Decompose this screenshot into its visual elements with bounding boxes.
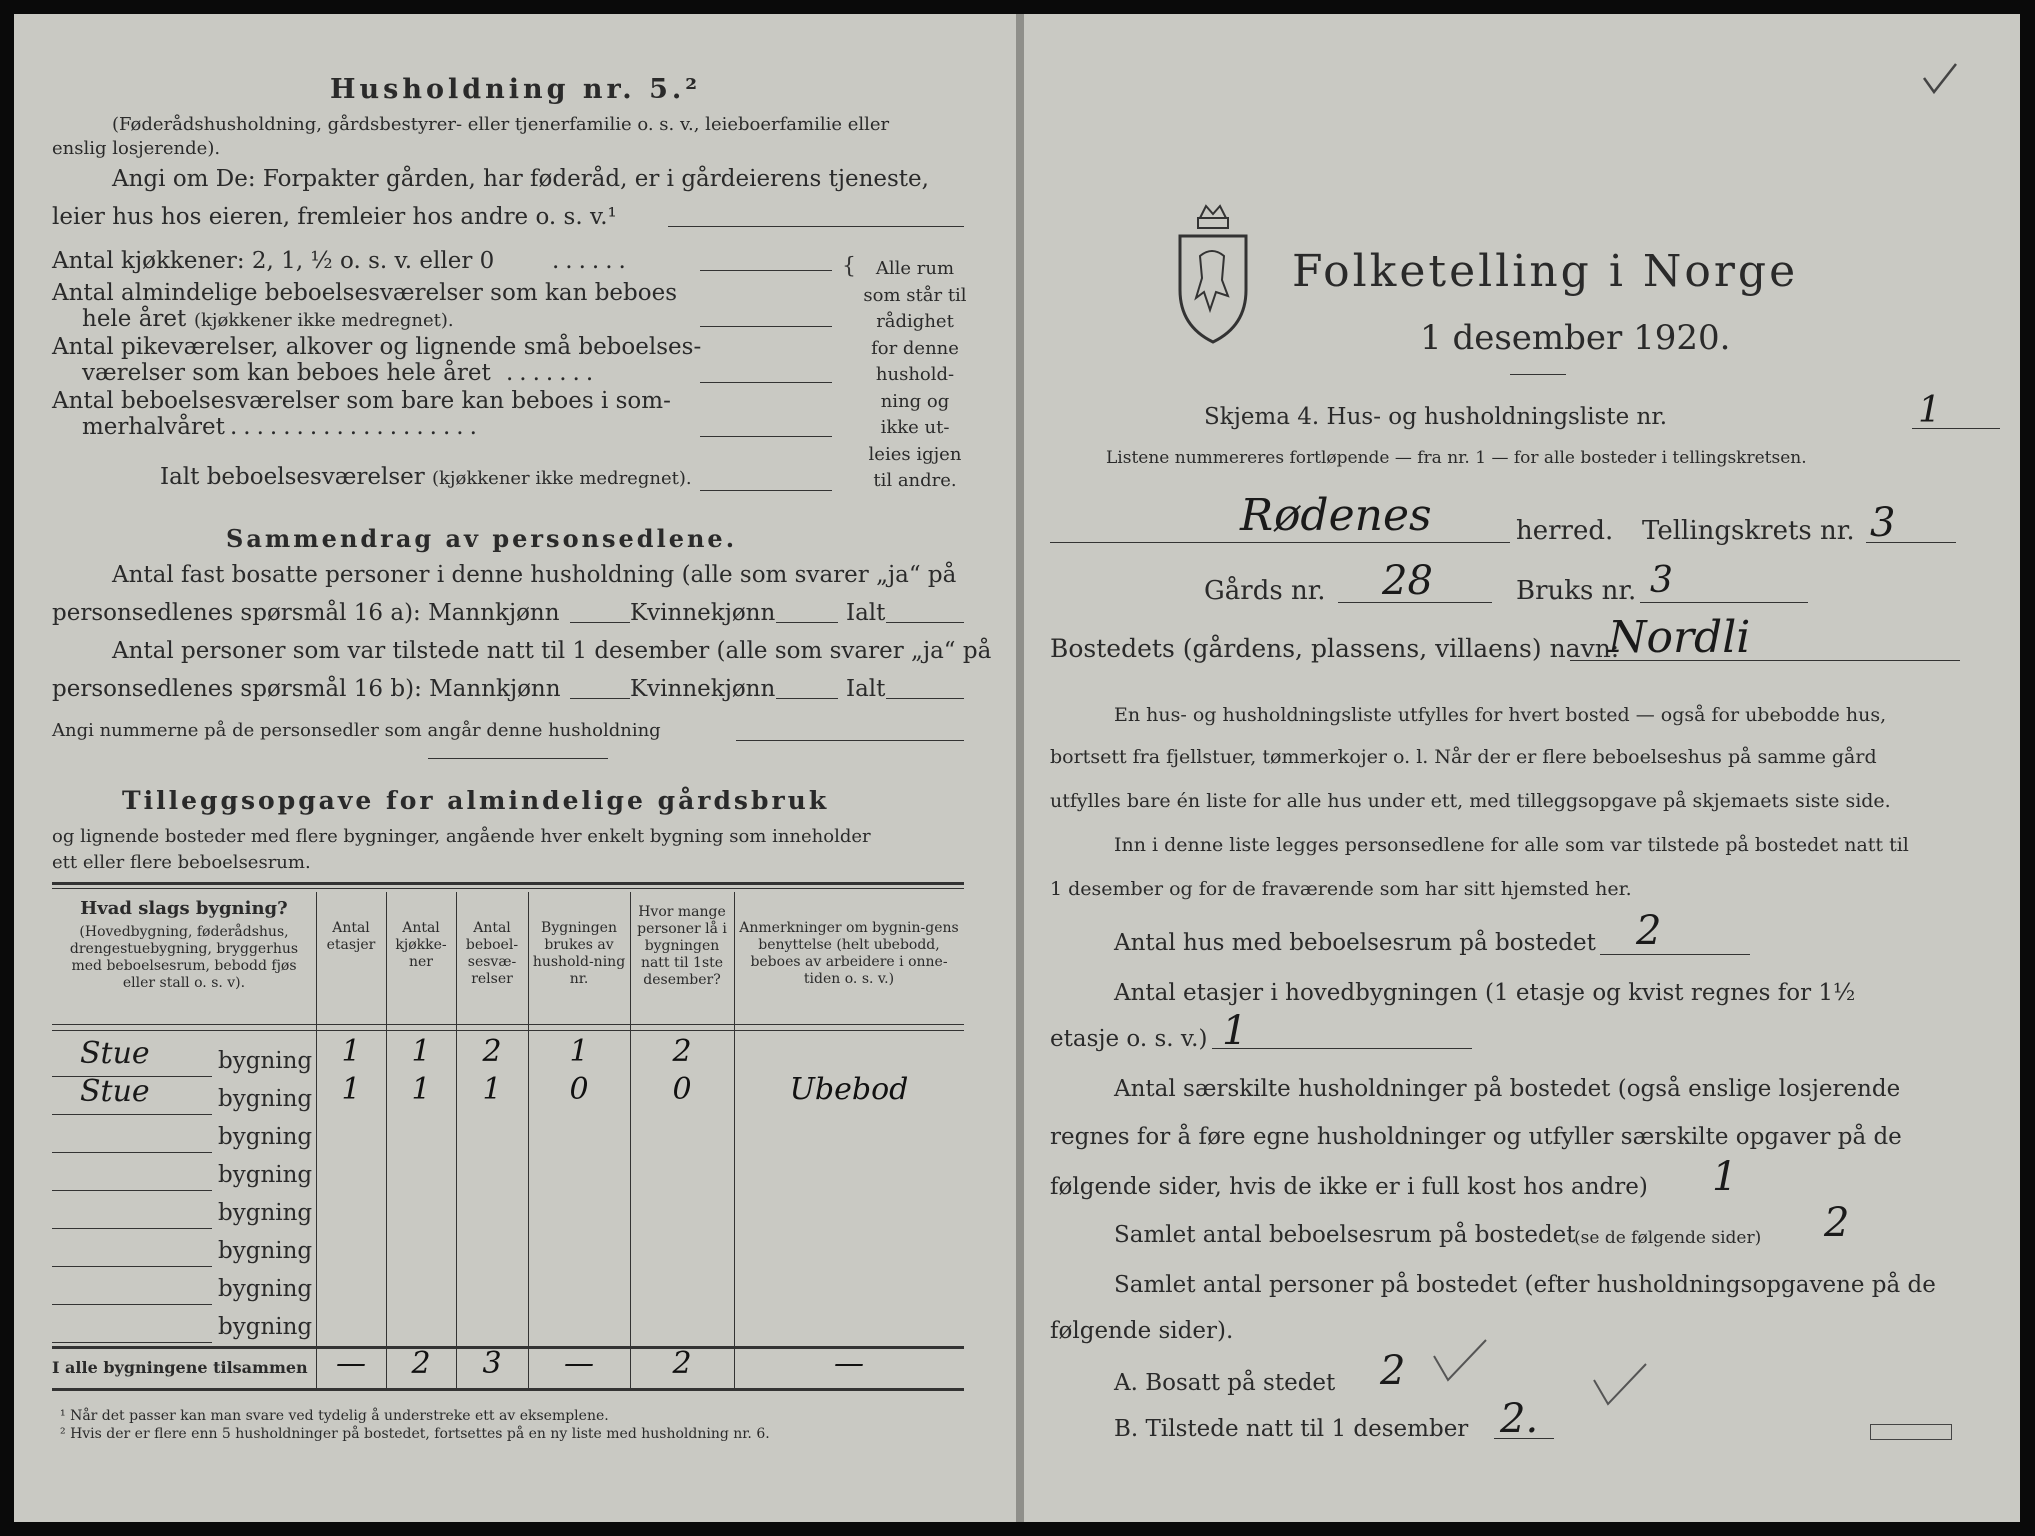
q-rooms-value: 2 (1824, 1200, 1850, 1246)
total-row-label: I alle bygningene tilsammen (52, 1358, 308, 1377)
row-label: bygning (218, 1238, 313, 1264)
q-houses-line (1600, 954, 1750, 955)
instruction-3: utfylles bare én liste for alle hus under ett, med tilleggsopgave på skjemaets siste side. (1050, 790, 1891, 812)
household-subtitle-2: enslig losjerende). (52, 138, 221, 159)
ask-line-1: Angi om De: Forpakter gården, har føderåd, er i gårdeierens tjeneste, (112, 166, 929, 192)
row-cell: 0 (672, 1072, 692, 1107)
total-rooms-answer-line (700, 490, 832, 491)
supplement-2: ett eller flere beboelsesrum. (52, 852, 311, 873)
row-cell: 1 (569, 1034, 589, 1069)
footnote-1: ¹ Når det passer kan man svare ved tydelig å understreke ett av eksemplene. (60, 1408, 609, 1424)
q-persons-a: Samlet antal personer på bostedet (efter husholdningsopgavene på de (1114, 1272, 1936, 1298)
summary-2-female-label: Kvinnekjønn (630, 676, 776, 702)
row-cell: 1 (341, 1034, 361, 1069)
schema-number-line (1912, 428, 2000, 429)
q-rooms-note: (se de følgende sider) (1574, 1228, 1762, 1248)
row-name-line (52, 1266, 212, 1267)
row-name-line (52, 1152, 212, 1153)
herred-line (1050, 542, 1510, 543)
summary-2-total-label: Ialt (846, 676, 886, 702)
summary-1b: personsedlenes spørsmål 16 a): Mannkjønn (52, 600, 560, 626)
table-top-rule (52, 882, 964, 885)
col-header: Antal beboel-sesvæ-relser (465, 920, 519, 987)
row-cell: 0 (569, 1072, 589, 1107)
row-cell: 1 (482, 1072, 502, 1107)
herred-value: Rødenes (1240, 490, 1432, 541)
summary-2-male-line (570, 698, 630, 699)
row-label: bygning (218, 1314, 313, 1340)
total-cell: 2 (672, 1346, 692, 1381)
col-header: Antal kjøkke-ner (395, 920, 447, 970)
book-spine (1016, 14, 1024, 1522)
q-present-line (1494, 1438, 1554, 1439)
summary-2-total-line (886, 698, 964, 699)
q-houses-value: 2 (1636, 908, 1662, 954)
rooms-3a: Antal beboelsesværelser som bare kan beboes i som- (52, 388, 671, 414)
census-title: Folketelling i Norge (1292, 246, 1799, 297)
q-floors-a: Antal etasjer i hovedbygningen (1 etasje og kvist regnes for 1½ (1114, 980, 1856, 1006)
norway-coat-of-arms-icon (1170, 200, 1256, 350)
row-cell: 2 (672, 1034, 692, 1069)
col0-subtitle: (Hovedbygning, føderådshus, drengestuebygning, bryggerhus med beboelsesrum, bebodd fjøs eller stall o. s. v). (69, 924, 299, 991)
gards-line (1338, 602, 1492, 603)
summary-1-total-label: Ialt (846, 600, 886, 626)
row-label: bygning (218, 1276, 313, 1302)
footnote-2: ² Hvis der er flere enn 5 husholdninger på bostedet, fortsettes på en ny liste med husholdning nr. 6. (60, 1426, 770, 1442)
bruks-line (1640, 602, 1808, 603)
row-name-line (52, 1228, 212, 1229)
q-resident-label: A. Bosatt på stedet (1114, 1370, 1336, 1396)
brace-note-line: Alle rum (875, 258, 955, 279)
col-header: Antal etasjer (326, 920, 376, 953)
bosted-value: Nordli (1608, 612, 1751, 663)
row-name-line (52, 1114, 212, 1115)
row-cell: Ubebod (789, 1072, 909, 1107)
row-building-name: Stue (80, 1074, 150, 1109)
col-divider-6 (734, 892, 735, 1388)
kitchens-answer-line (700, 270, 832, 271)
col0-title: Hvad slags bygning? (80, 898, 288, 919)
q-floors-value: 1 (1222, 1008, 1248, 1054)
total-cell: — (834, 1346, 864, 1381)
numbering-note: Listene nummereres fortløpende — fra nr. 1 — for alle bosteder i tellingskretsen. (1106, 448, 1807, 468)
table-bottom-rule (52, 1388, 964, 1391)
title-rule (1510, 374, 1566, 375)
summary-1-female-label: Kvinnekjønn (630, 600, 776, 626)
brace-note-line: leies igjen (868, 443, 962, 465)
table-header-rule (52, 1024, 964, 1025)
herred-label: herred. (1516, 516, 1614, 546)
q-present-label: B. Tilstede natt til 1 desember (1114, 1416, 1469, 1442)
col-divider-2 (386, 892, 387, 1388)
rooms-1b: hele året (82, 306, 187, 332)
row-label: bygning (218, 1086, 313, 1112)
brace-note-line: ikke ut- (880, 417, 950, 438)
kitchens-dots: ...... (552, 248, 632, 274)
tellingskrets-line (1866, 542, 1956, 543)
brace-note-line: for denne (871, 337, 959, 359)
brace-symbol: { (842, 254, 856, 279)
col-header: Bygningen brukes av hushold-ning nr. (532, 920, 626, 987)
ask-line-2: leier hus hos eieren, fremleier hos andre o. s. v.¹ (52, 204, 617, 230)
rooms-2-answer-line (700, 382, 832, 383)
summary-1-male-line (570, 622, 630, 623)
bosted-line (1570, 660, 1960, 661)
q-persons-b: følgende sider). (1050, 1318, 1234, 1344)
section-divider (428, 758, 608, 759)
rooms-3b: merhalvåret (82, 414, 225, 440)
col-header: Hvor mange personer lå i bygningen natt til 1ste desember? (637, 904, 727, 988)
col-divider-5 (630, 892, 631, 1388)
brace-note-line: rådighet (876, 311, 954, 332)
q-houses-label: Antal hus med beboelsesrum på bostedet (1114, 930, 1596, 956)
left-page (14, 14, 1016, 1522)
summary-1-female-line (776, 622, 838, 623)
rooms-3-dots: ................... (230, 414, 483, 440)
gards-value: 28 (1382, 558, 1433, 604)
instruction-5: 1 desember og for de fraværende som har sitt hjemsted her. (1050, 878, 1632, 900)
table-top-rule-2 (52, 888, 964, 889)
printer-stamp (1870, 1424, 1952, 1440)
row-name-line (52, 1342, 212, 1343)
rooms-2b: værelser som kan beboes hele året (82, 360, 491, 386)
rooms-1c: (kjøkkener ikke medregnet). (194, 310, 454, 331)
row-label: bygning (218, 1048, 313, 1074)
check-mark-resident-icon (1430, 1336, 1490, 1386)
check-mark-icon (1920, 60, 1960, 100)
row-cell: 1 (341, 1072, 361, 1107)
q-floors-b: etasje o. s. v.) (1050, 1026, 1208, 1052)
total-cell: 2 (411, 1346, 431, 1381)
summary-2a: Antal personer som var tilstede natt til 1 desember (alle som svarer „ja“ på (112, 638, 992, 664)
q-floors-line (1212, 1048, 1472, 1049)
check-mark-present-icon (1590, 1360, 1650, 1410)
col-divider-4 (528, 892, 529, 1388)
household-title: Husholdning nr. 5.² (330, 74, 702, 105)
brace-note-line: hushold- (875, 364, 955, 385)
q-present-value: 2. (1500, 1396, 1539, 1442)
rooms-1-answer-line (700, 326, 832, 327)
summary-2-female-line (776, 698, 838, 699)
summary-title: Sammendrag av personsedlene. (226, 524, 738, 553)
row-cell: 1 (411, 1072, 431, 1107)
person-numbers-label: Angi nummerne på de personsedler som angår denne husholdning (52, 720, 661, 741)
row-label: bygning (218, 1162, 313, 1188)
summary-1-total-line (886, 622, 964, 623)
row-label: bygning (218, 1200, 313, 1226)
summary-1a: Antal fast bosatte personer i denne husholdning (alle som svarer „ja“ på (112, 562, 957, 588)
row-building-name: Stue (80, 1036, 150, 1071)
row-name-line (52, 1304, 212, 1305)
q-households-value: 1 (1712, 1154, 1738, 1200)
total-cell: — (336, 1346, 366, 1381)
ask-answer-line (668, 226, 964, 227)
q-households-a: Antal særskilte husholdninger på bostedet (også enslige losjerende (1114, 1076, 1901, 1102)
q-resident-value: 2 (1380, 1348, 1406, 1394)
total-rooms-label: Ialt beboelsesværelser (160, 464, 425, 490)
gards-label: Gårds nr. (1204, 576, 1326, 606)
rooms-1a: Antal almindelige beboelsesværelser som kan beboes (52, 280, 678, 306)
row-cell: 1 (411, 1034, 431, 1069)
kitchens-label: Antal kjøkkener: 2, 1, ½ o. s. v. eller 0 (52, 248, 495, 274)
bruks-value: 3 (1650, 560, 1673, 601)
bruks-label: Bruks nr. (1516, 576, 1637, 606)
instruction-4: Inn i denne liste legges personsedlene for alle som var tilstede på bostedet natt til (1114, 834, 1909, 856)
supplement-title: Tilleggsopgave for almindelige gårdsbruk (122, 786, 830, 815)
total-rooms-note: (kjøkkener ikke medregnet). (432, 468, 692, 489)
rooms-3-answer-line (700, 436, 832, 437)
total-cell: 3 (482, 1346, 502, 1381)
supplement-1: og lignende bosteder med flere bygninger, angående hver enkelt bygning som inneholder (52, 826, 871, 847)
col-header: Anmerkninger om bygnin-gens benyttelse (helt ubebodd, beboes av arbeidere i onne-tiden o. s. v.) (739, 920, 959, 987)
total-cell: — (564, 1346, 594, 1381)
row-label: bygning (218, 1124, 313, 1150)
row-name-line (52, 1190, 212, 1191)
instruction-2: bortsett fra fjellstuer, tømmerkojer o. l. Når der er flere beboelseshus på samme gård (1050, 746, 1877, 768)
census-date: 1 desember 1920. (1420, 318, 1731, 358)
brace-note-line: som står til (863, 284, 967, 306)
col-divider-1 (316, 892, 317, 1388)
brace-note-line: til andre. (873, 470, 957, 491)
instruction-1: En hus- og husholdningsliste utfylles for hvert bosted — også for ubebodde hus, (1114, 704, 1887, 726)
q-households-b: regnes for å føre egne husholdninger og utfyller særskilte opgaver på de (1050, 1124, 1902, 1150)
brace-note-line: ning og (880, 390, 950, 412)
col-divider-3 (456, 892, 457, 1388)
tellingskrets-value: 3 (1870, 500, 1896, 546)
table-header-rule-2 (52, 1030, 964, 1031)
brace-note (860, 256, 970, 495)
rooms-2a: Antal pikeværelser, alkover og lignende små beboelses- (52, 334, 702, 360)
household-subtitle: (Føderådshusholdning, gårdsbestyrer- eller tjenerfamilie o. s. v., leieboerfamilie eller (112, 114, 890, 135)
tellingskrets-label: Tellingskrets nr. (1642, 516, 1855, 546)
schema-label: Skjema 4. Hus- og husholdningsliste nr. (1204, 404, 1668, 430)
q-households-c: følgende sider, hvis de ikke er i full kost hos andre) (1050, 1174, 1648, 1200)
summary-2b: personsedlenes spørsmål 16 b): Mannkjønn (52, 676, 561, 702)
bosted-label: Bostedets (gårdens, plassens, villaens) navn: (1050, 634, 1620, 663)
person-numbers-line (736, 740, 964, 741)
schema-number: 1 (1918, 390, 1941, 431)
q-rooms-label: Samlet antal beboelsesrum på bostedet (1114, 1222, 1576, 1248)
rooms-2-dots: ....... (506, 360, 600, 386)
row-cell: 2 (482, 1034, 502, 1069)
